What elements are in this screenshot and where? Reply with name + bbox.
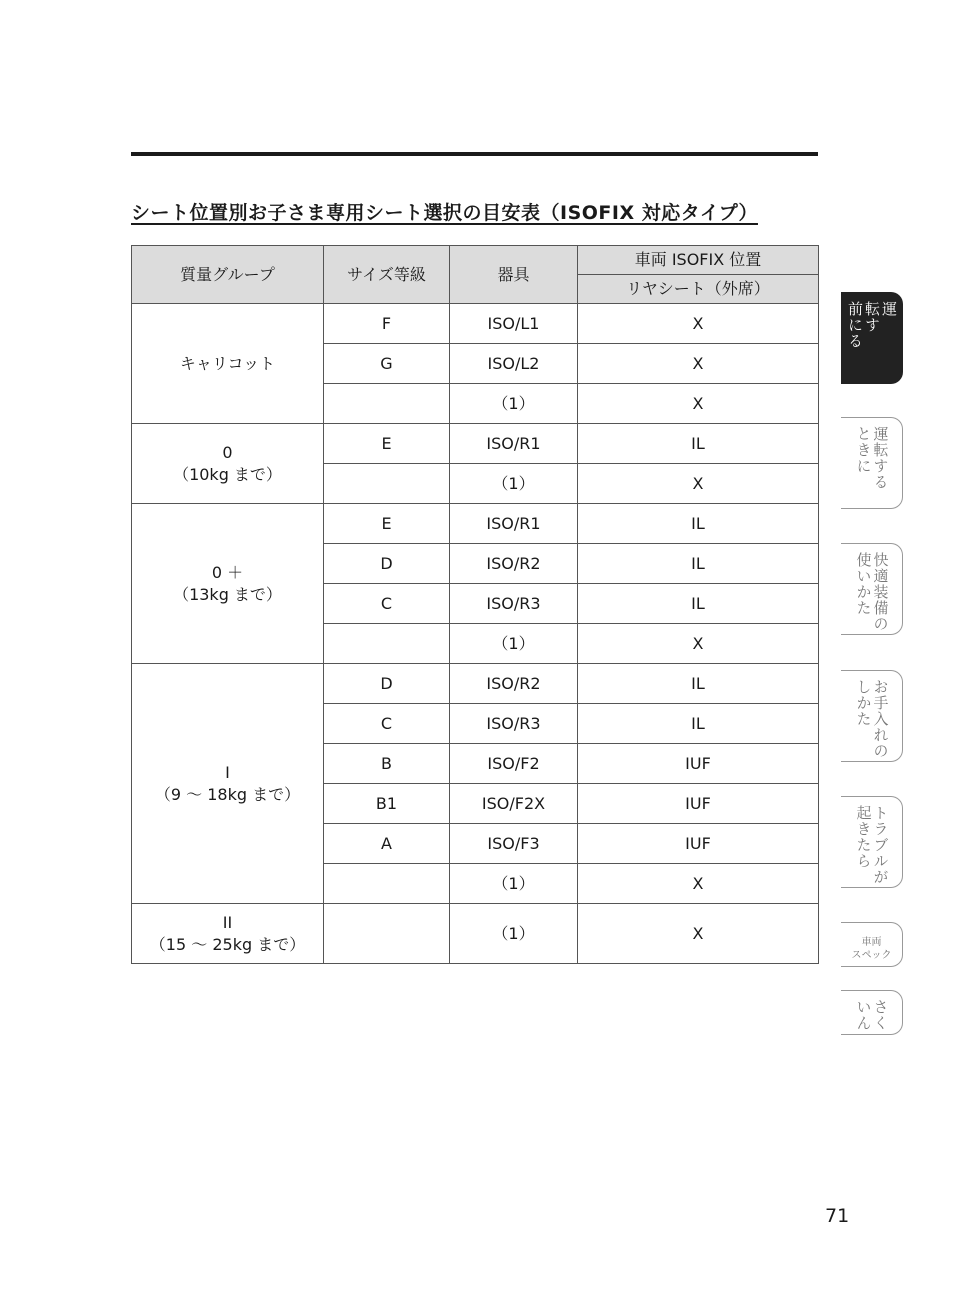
side-tab-label: 運 [880, 301, 898, 317]
size-class-cell: B1 [324, 784, 450, 824]
fixture-cell: ISO/L2 [450, 344, 578, 384]
position-value-cell: X [578, 304, 819, 344]
side-tab-2[interactable] [841, 543, 903, 635]
size-class-cell: A [324, 824, 450, 864]
fixture-cell: ISO/R2 [450, 664, 578, 704]
fixture-cell: ISO/R2 [450, 544, 578, 584]
side-tab-label: 転す [863, 301, 881, 333]
table-row [132, 424, 819, 464]
header-fixture: 器具 [450, 246, 578, 304]
position-value-cell: IUF [578, 784, 819, 824]
table-row [132, 504, 819, 544]
fixture-cell: ISO/R3 [450, 584, 578, 624]
side-tab-5[interactable] [841, 922, 903, 967]
position-value-cell: X [578, 384, 819, 424]
size-class-cell [324, 464, 450, 504]
fixture-cell: ISO/L1 [450, 304, 578, 344]
fixture-cell: ISO/F3 [450, 824, 578, 864]
top-rule [131, 152, 818, 156]
fixture-cell: ISO/R1 [450, 424, 578, 464]
size-class-cell [324, 864, 450, 904]
position-value-cell: X [578, 464, 819, 504]
size-class-cell [324, 904, 450, 964]
header-size-class: サイズ等級 [324, 246, 450, 304]
fixture-cell: （1） [450, 384, 578, 424]
table-row [132, 304, 819, 344]
fixture-cell: （1） [450, 624, 578, 664]
side-tab-label: 快適装備の [871, 552, 890, 632]
size-class-cell: B [324, 744, 450, 784]
mass-group-cell: 0 ＋ （13kg まで） [132, 504, 324, 664]
size-class-cell: D [324, 664, 450, 704]
fixture-cell: ISO/F2X [450, 784, 578, 824]
position-value-cell: IL [578, 664, 819, 704]
side-tab-label: 起きたら [854, 805, 873, 869]
side-tab-1[interactable] [841, 417, 903, 509]
fixture-cell: （1） [450, 864, 578, 904]
position-value-cell: X [578, 864, 819, 904]
fixture-cell: ISO/R1 [450, 504, 578, 544]
position-value-cell: IL [578, 424, 819, 464]
side-tab-label: いん [854, 999, 873, 1031]
fixture-cell: ISO/R3 [450, 704, 578, 744]
side-tab-label: 前にる [846, 301, 864, 349]
side-tab-6[interactable] [841, 990, 903, 1035]
size-class-cell: C [324, 704, 450, 744]
size-class-cell: F [324, 304, 450, 344]
side-tab-label: トラブルが [871, 805, 890, 885]
size-class-cell [324, 384, 450, 424]
size-class-cell: E [324, 424, 450, 464]
position-value-cell: X [578, 344, 819, 384]
mass-group-cell: キャリコット [132, 304, 324, 424]
side-tab-label: しかた [854, 679, 873, 727]
header-mass-group: 質量グループ [132, 246, 324, 304]
size-class-cell: C [324, 584, 450, 624]
position-value-cell: IUF [578, 744, 819, 784]
mass-group-cell: I （9 ～ 18kg まで） [132, 664, 324, 904]
side-tab-label: 使いかた [854, 552, 873, 616]
table-row [132, 664, 819, 704]
section-heading: シート位置別お子さま専用シート選択の目安表（ISOFIX 対応タイプ） [131, 202, 758, 224]
isofix-seat-table [131, 245, 819, 964]
page-number: 71 [825, 1205, 850, 1227]
side-tab-label: スペック [851, 950, 892, 961]
side-tab-label: 運転する [871, 426, 890, 490]
fixture-cell: （1） [450, 904, 578, 964]
side-tab-4[interactable] [841, 796, 903, 888]
size-class-cell: D [324, 544, 450, 584]
position-value-cell: IL [578, 544, 819, 584]
side-tab-label: さく [871, 999, 890, 1031]
size-class-cell: G [324, 344, 450, 384]
position-value-cell: IL [578, 504, 819, 544]
position-value-cell: X [578, 624, 819, 664]
mass-group-cell: 0 （10kg まで） [132, 424, 324, 504]
side-tab-0[interactable] [841, 292, 903, 384]
header-rear-outer-seat: リヤシート（外席） [578, 275, 819, 304]
position-value-cell: IUF [578, 824, 819, 864]
side-tab-3[interactable] [841, 670, 903, 762]
header-isofix-position: 車両 ISOFIX 位置 [578, 246, 819, 275]
table-row [132, 904, 819, 964]
size-class-cell: E [324, 504, 450, 544]
mass-group-cell: II （15 ～ 25kg まで） [132, 904, 324, 964]
side-tab-label: ときに [854, 426, 873, 474]
table-body [132, 304, 819, 964]
position-value-cell: IL [578, 704, 819, 744]
position-value-cell: IL [578, 584, 819, 624]
side-tab-label: お手入れの [871, 679, 890, 759]
fixture-cell: ISO/F2 [450, 744, 578, 784]
size-class-cell [324, 624, 450, 664]
side-tab-label: 車両 [861, 937, 882, 948]
fixture-cell: （1） [450, 464, 578, 504]
position-value-cell: X [578, 904, 819, 964]
